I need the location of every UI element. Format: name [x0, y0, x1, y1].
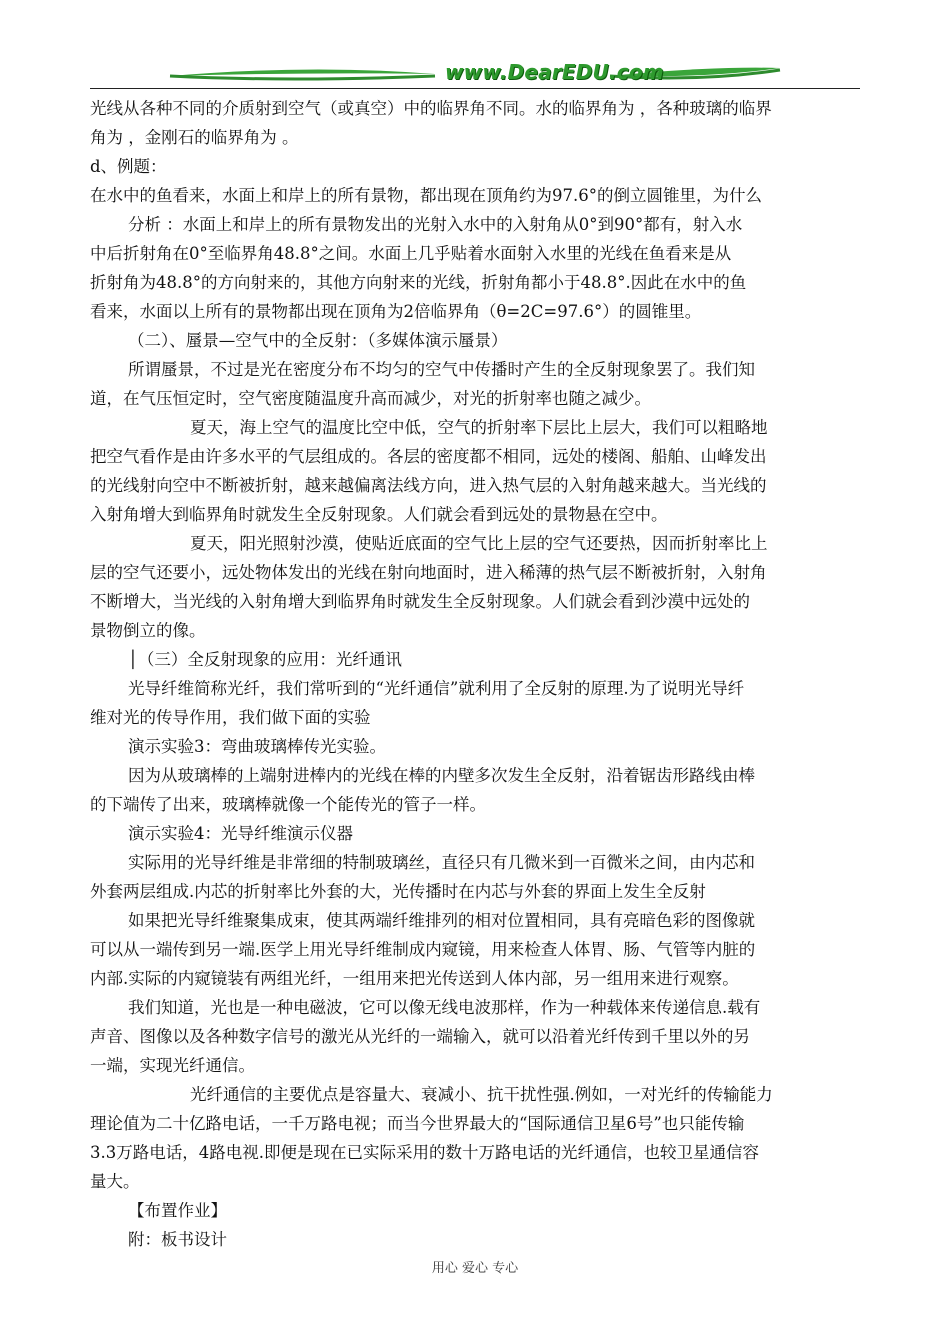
text-line: 附：板书设计	[128, 1230, 227, 1249]
text-line: 演示实验4：光导纤维演示仪器	[128, 824, 353, 843]
text-line: 量大。	[90, 1172, 140, 1191]
text-line: 看来，水面以上所有的景物都出现在顶角为2倍临界角（θ=2C=97.6°）的圆锥里。	[90, 302, 702, 321]
text-line: 在水中的鱼看来，水面上和岸上的所有景物，都出现在顶角约为97.6°的倒立圆锥里，为什么	[90, 186, 762, 205]
text-line: 3.3万路电话，4路电视.即便是现在已实际采用的数十万路电话的光纤通信，也较卫星通信容	[90, 1143, 759, 1162]
page-footer: 用心 爱心 专心	[431, 1261, 519, 1276]
site-logo-text: www.DearEDU.com	[445, 60, 664, 84]
text-line: 把空气看作是由许多水平的气层组成的。各层的密度都不相同，远处的楼阁、船舶、山峰发出	[90, 447, 767, 466]
text-line: 中后折射角在0°至临界角48.8°之间。水面上几乎贴着水面射入水里的光线在鱼看来是从	[90, 244, 732, 263]
text-line: 分析 ：水面上和岸上的所有景物发出的光射入水中的入射角从0°到90°都有，射入水	[128, 215, 743, 234]
text-line: 角为 ，金刚石的临界角为 。	[90, 128, 299, 147]
text-line: 一端，实现光纤通信。	[90, 1056, 255, 1075]
header-divider	[90, 88, 860, 89]
text-line: 我们知道，光也是一种电磁波，它可以像无线电波那样，作为一种载体来传递信息.载有	[128, 998, 761, 1017]
text-line: 光纤通信的主要优点是容量大、衰减小、抗干扰性强.例如，一对光纤的传输能力	[190, 1085, 773, 1104]
site-header-banner	[90, 56, 860, 90]
text-line: 层的空气还要小，远处物体发出的光线在射向地面时，进入稀薄的热气层不断被折射，入射角	[90, 563, 767, 582]
text-line: 入射角增大到临界角时就发生全反射现象。人们就会看到远处的景物悬在空中。	[90, 505, 668, 524]
text-line: 的光线射向空中不断被折射，越来越偏离法线方向，进入热气层的入射角越来越大。当光线的	[90, 476, 767, 495]
text-line: 因为从玻璃棒的上端射进棒内的光线在棒的内壁多次发生全反射，沿着锯齿形路线由棒	[128, 766, 755, 785]
text-line: 折射角为48.8°的方向射来的，其他方向射来的光线，折射角都小于48.8°.因此在水中的鱼	[90, 273, 747, 292]
text-line: 夏天，阳光照射沙漠，使贴近底面的空气比上层的空气还要热，因而折射率比上	[190, 534, 768, 553]
text-line: 如果把光导纤维聚集成束，使其两端纤维排列的相对位置相同，具有亮暗色彩的图像就	[128, 911, 755, 930]
document-body	[90, 94, 860, 1254]
text-line: 光线从各种不同的介质射到空气（或真空）中的临界角不同。水的临界角为 ，各种玻璃的临界	[90, 99, 772, 118]
text-line: 道，在气压恒定时，空气密度随温度升高而减少，对光的折射率也随之减少。	[90, 389, 651, 408]
text-line: │（三）全反射现象的应用：光纤通讯	[128, 650, 402, 669]
text-line: 外套两层组成.内芯的折射率比外套的大，光传播时在内芯与外套的界面上发生全反射	[90, 882, 706, 901]
text-line: 夏天，海上空气的温度比空中低，空气的折射率下层比上层大，我们可以粗略地	[190, 418, 768, 437]
text-line: 维对光的传导作用，我们做下面的实验	[90, 708, 371, 727]
text-line: 所谓蜃景，不过是光在密度分布不均匀的空气中传播时产生的全反射现象罢了。我们知	[128, 360, 755, 379]
text-line: 景物倒立的像。	[90, 621, 206, 640]
text-line: 的下端传了出来，玻璃棒就像一个能传光的管子一样。	[90, 795, 486, 814]
text-line: （二）、蜃景—空气中的全反射：（多媒体演示蜃景）	[128, 331, 508, 350]
text-line: 不断增大，当光线的入射角增大到临界角时就发生全反射现象。人们就会看到沙漠中远处的	[90, 592, 750, 611]
text-line: 声音、图像以及各种数字信号的激光从光纤的一端输入，就可以沿着光纤传到千里以外的另	[90, 1027, 750, 1046]
text-line: 内部.实际的内窥镜装有两组光纤，一组用来把光传送到人体内部，另一组用来进行观察。	[90, 969, 739, 988]
text-line: 理论值为二十亿路电话，一千万路电视；而当今世界最大的“国际通信卫星6号”也只能传输	[90, 1114, 745, 1133]
text-line: d、例题：	[90, 157, 167, 176]
text-line: 光导纤维简称光纤，我们常听到的“光纤通信”就利用了全反射的原理.为了说明光导纤	[128, 679, 745, 698]
text-line: 【布置作业】	[128, 1201, 227, 1220]
text-line: 实际用的光导纤维是非常细的特制玻璃丝，直径只有几微米到一百微米之间，由内芯和	[128, 853, 755, 872]
text-line: 可以从一端传到另一端.医学上用光导纤维制成内窥镜，用来检查人体胃、肠、气管等内脏的	[90, 940, 756, 959]
text-line: 演示实验3：弯曲玻璃棒传光实验。	[128, 737, 386, 756]
